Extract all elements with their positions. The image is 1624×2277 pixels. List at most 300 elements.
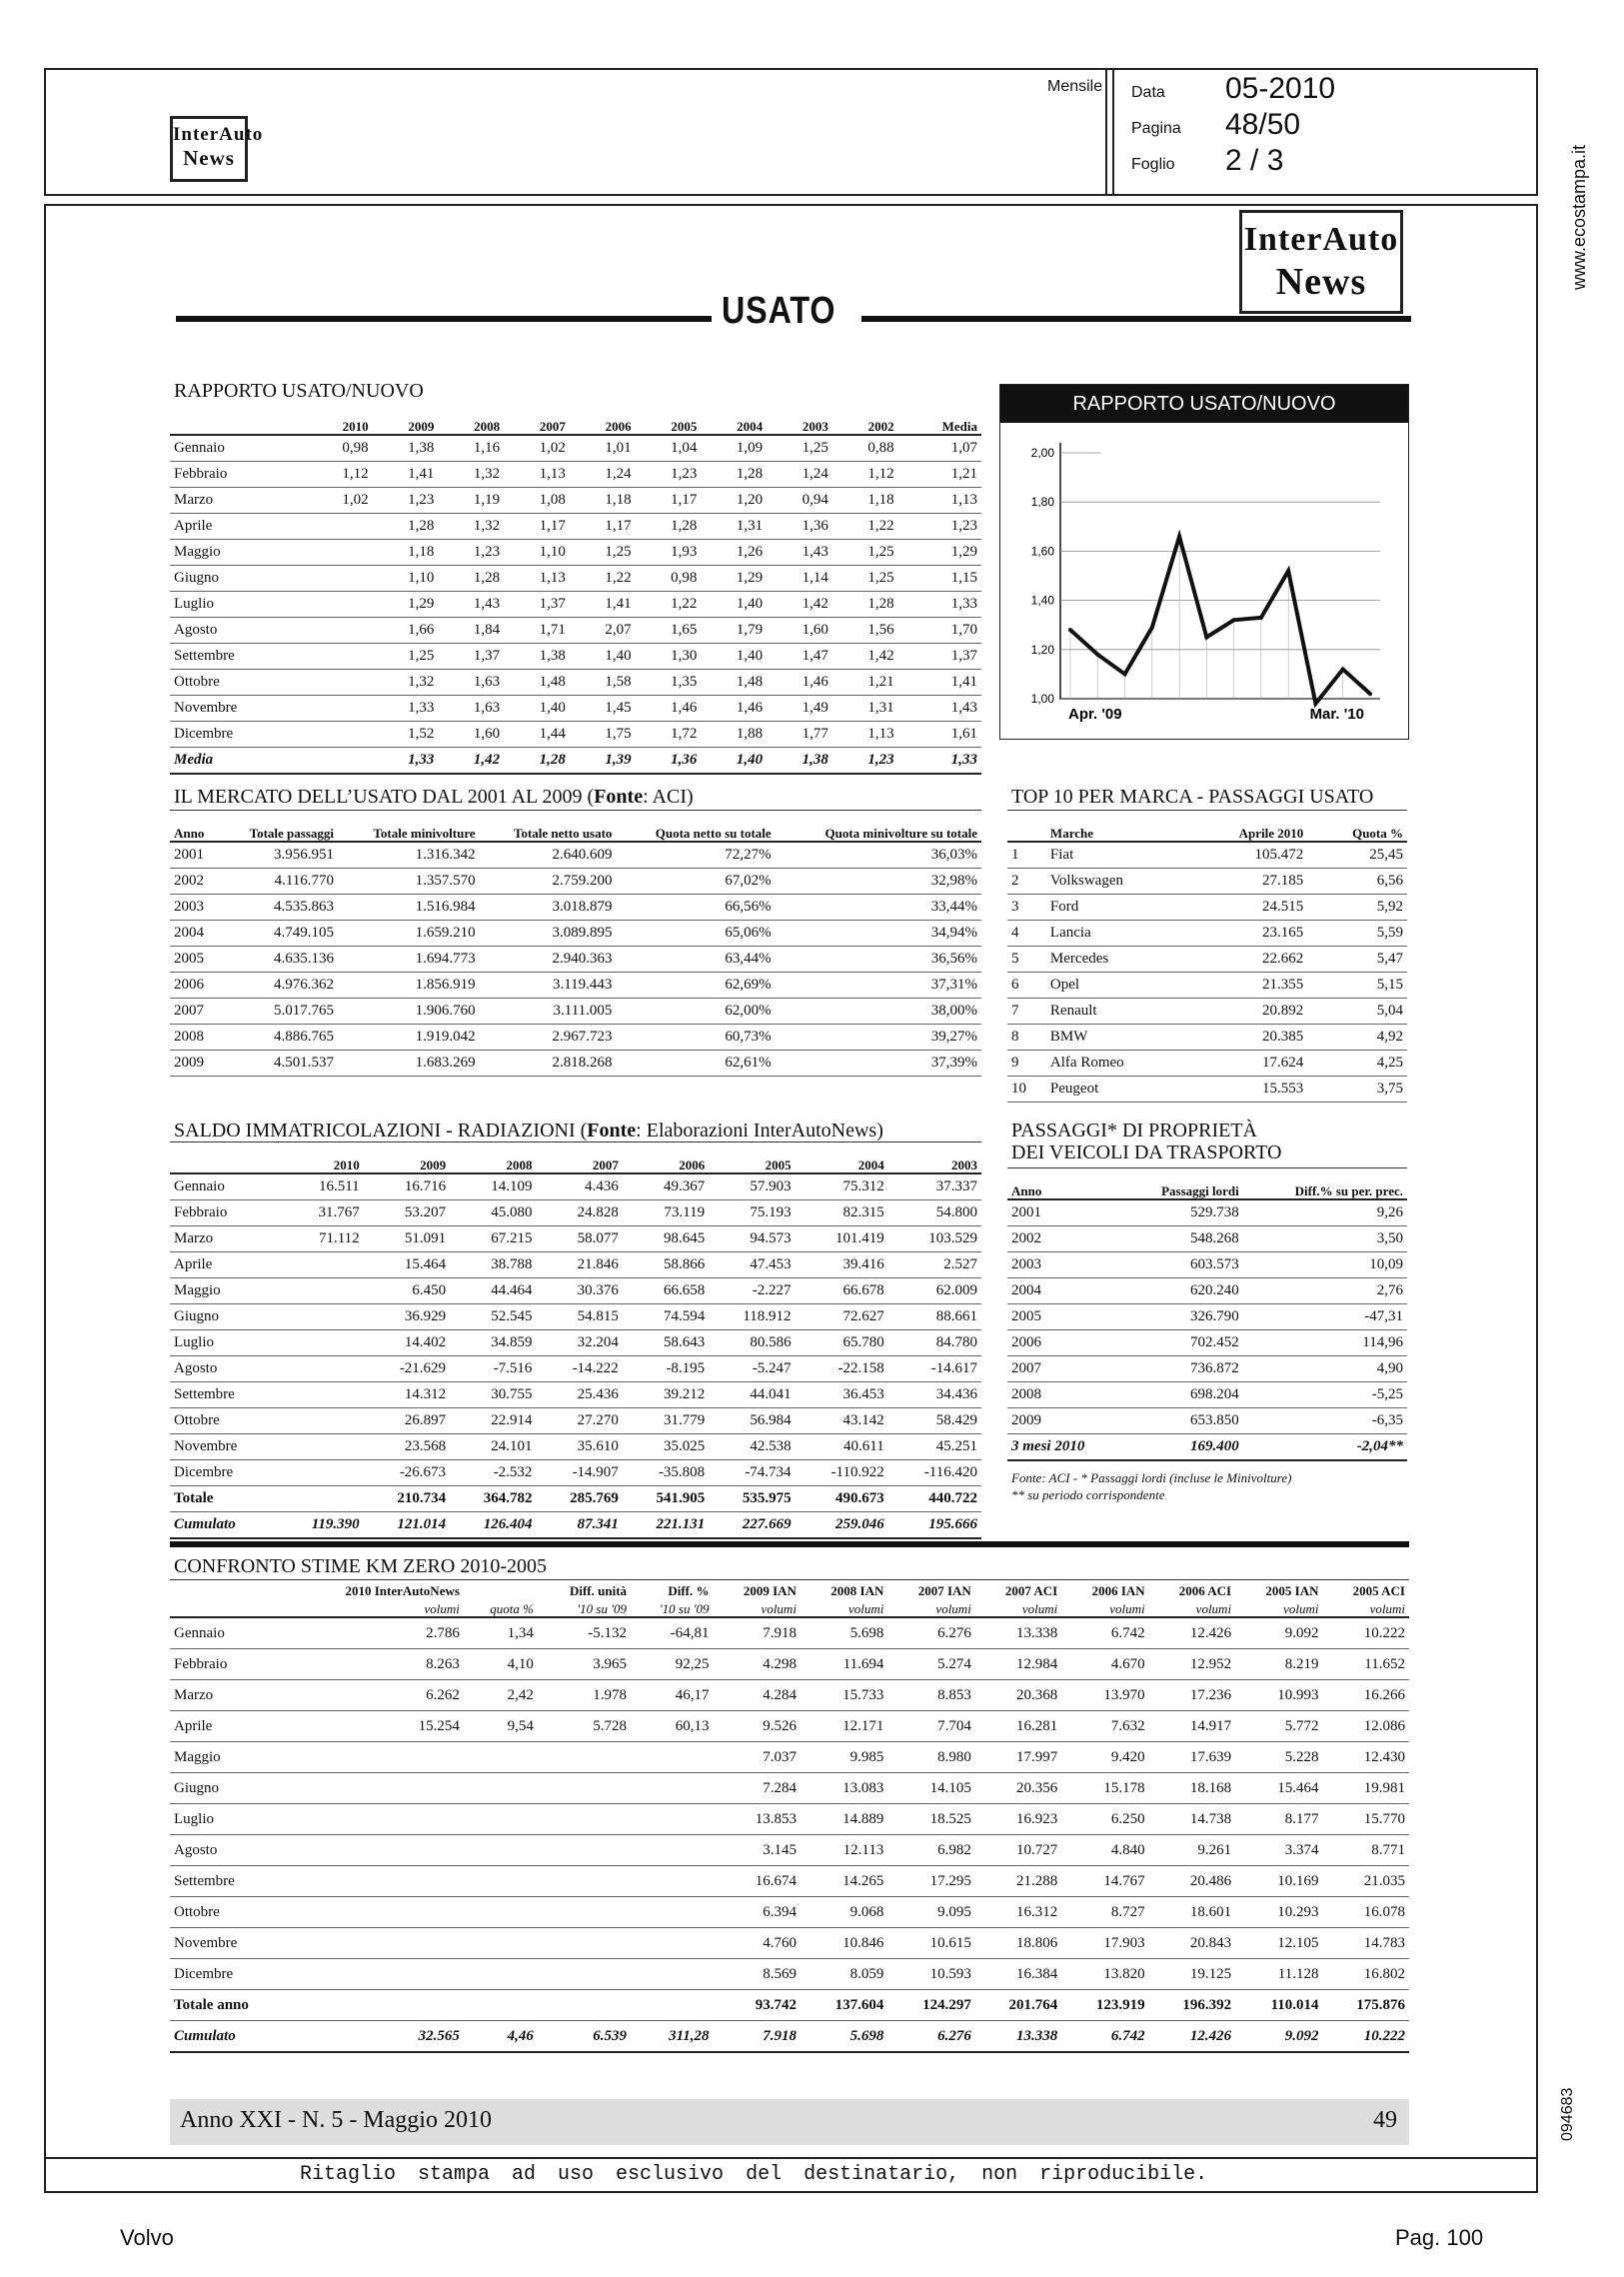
mercato-cell: 1.316.342: [338, 842, 480, 869]
saldo-cell: 14.109: [450, 1173, 536, 1200]
saldo-table: [170, 1141, 981, 1539]
mercato-cell: 2.759.200: [480, 869, 617, 895]
rapporto-cell: 1,40: [701, 644, 767, 670]
kmzero-sub-header-cell: '10 su '09: [631, 1598, 713, 1617]
kmzero-cell: 11.652: [1323, 1649, 1410, 1680]
top10-cell: 5,92: [1307, 895, 1407, 921]
top10-cell: 4,92: [1307, 1025, 1407, 1051]
mercato-cell: 1.357.570: [338, 869, 480, 895]
logo-large-line2: News: [1275, 261, 1367, 303]
kmzero-cell: 18.525: [887, 1804, 974, 1835]
rapporto-cell: 1,09: [701, 435, 767, 462]
passaggi-cell: 2008: [1007, 1382, 1122, 1408]
kmzero-cell: 20.843: [1149, 1928, 1235, 1959]
top10-cell: 9: [1007, 1051, 1046, 1077]
kmzero-total-row-cell: 196.392: [1149, 1990, 1235, 2021]
rapporto-cell: 1,47: [767, 644, 832, 670]
chart-point: [1286, 569, 1290, 573]
mercato-header-cell: Anno: [170, 811, 219, 843]
rapporto-row: [170, 644, 981, 670]
saldo-cumulato-row-cell: 227.669: [709, 1512, 795, 1539]
kmzero-cell: Settembre: [170, 1866, 289, 1897]
saldo-cell: 84.780: [888, 1330, 981, 1356]
kmzero-cell: 14.265: [801, 1866, 887, 1897]
rapporto-row: [170, 722, 981, 748]
mercato-row: [170, 869, 981, 895]
saldo-cell: 35.025: [623, 1434, 709, 1460]
date-value: 05-2010: [1225, 72, 1336, 105]
kmzero-cell: [538, 1928, 631, 1959]
rapporto-cell: 1,21: [898, 462, 981, 488]
title-rule-left: [176, 316, 712, 322]
kmzero-cell: 5.274: [887, 1649, 974, 1680]
saldo-title: SALDO IMMATRICOLAZIONI - RADIAZIONI (Fonte: Elaborazioni InterAutoNews): [174, 1120, 883, 1141]
saldo-cell: -2.227: [709, 1278, 795, 1304]
rapporto-cell: 1,29: [701, 566, 767, 592]
mercato-cell: 2006: [170, 973, 219, 999]
saldo-cell: 80.586: [709, 1330, 795, 1356]
saldo-cell: -21.629: [364, 1356, 450, 1382]
kmzero-cell: [464, 1928, 538, 1959]
rapporto-cell: 0,88: [832, 435, 898, 462]
kmzero-total-row-cell: 137.604: [801, 1990, 887, 2021]
saldo-cell: 14.402: [364, 1330, 450, 1356]
mercato-cell: 37,39%: [776, 1051, 981, 1077]
kmzero-cell: 9.095: [887, 1897, 974, 1928]
kmzero-row: [170, 1773, 1409, 1804]
kmzero-cumulato-row: [170, 2021, 1409, 2053]
chart-point: [1259, 616, 1263, 620]
kmzero-cell: [631, 1742, 713, 1773]
kmzero-top-header-cell: 2006 ACI: [1178, 1583, 1232, 1598]
rapporto-header-cell: 2006: [570, 404, 636, 435]
saldo-cell: 4.436: [536, 1173, 622, 1200]
kmzero-top-header-cell: 2007 ACI: [1004, 1583, 1058, 1598]
rapporto-cell: 1,72: [636, 722, 702, 748]
saldo-cell: 42.538: [709, 1434, 795, 1460]
saldo-cell: Febbraio: [170, 1200, 279, 1226]
top10-cell: 5,15: [1307, 973, 1407, 999]
mercato-cell: 3.018.879: [480, 895, 617, 921]
kmzero-cell: [289, 1773, 464, 1804]
kmzero-cell: 13.820: [1061, 1959, 1148, 1990]
rapporto-cell: 1,66: [373, 618, 439, 644]
saldo-cumulato-row-cell: 195.666: [888, 1512, 981, 1539]
rapporto-cell: 1,17: [570, 514, 636, 540]
rapporto-cell: 1,18: [570, 488, 636, 514]
kmzero-top-header-cell: [170, 1580, 289, 1599]
kmzero-cell: 8.177: [1235, 1804, 1322, 1835]
kmzero-cell: 8.980: [887, 1742, 974, 1773]
kmzero-cell: 4.670: [1061, 1649, 1148, 1680]
mercato-cell: 32,98%: [776, 869, 981, 895]
kmzero-cumulato-row-cell: 6.742: [1061, 2021, 1148, 2053]
saldo-total-row-cell: 490.673: [796, 1486, 888, 1512]
saldo-cell: 56.984: [709, 1408, 795, 1434]
rapporto-cell: 1,33: [898, 592, 981, 618]
kmzero-cell: 7.284: [714, 1773, 801, 1804]
saldo-cell: [279, 1460, 364, 1486]
rapporto-cell: 1,45: [570, 696, 636, 722]
kmzero-cell: [631, 1866, 713, 1897]
passaggi-header-cell: Anno: [1007, 1168, 1122, 1200]
rapporto-cell: 1,29: [898, 540, 981, 566]
kmzero-cell: [538, 1866, 631, 1897]
rapporto-cell: 1,23: [898, 514, 981, 540]
rapporto-chart: [999, 384, 1409, 740]
rapporto-cell: 1,88: [701, 722, 767, 748]
saldo-cumulato-row-cell: 221.131: [623, 1512, 709, 1539]
saldo-cell: -110.922: [796, 1460, 888, 1486]
top10-cell: 5,04: [1307, 999, 1407, 1025]
kmzero-cell: [289, 1959, 464, 1990]
saldo-cell: 21.846: [536, 1252, 622, 1278]
rapporto-cell: 0,98: [636, 566, 702, 592]
rapporto-cell: 1,26: [701, 540, 767, 566]
passaggi-cell: 702.452: [1122, 1330, 1243, 1356]
rapporto-cell: 1,38: [373, 435, 439, 462]
passaggi-cell: 698.204: [1122, 1382, 1243, 1408]
kmzero-cell: 5.728: [538, 1711, 631, 1742]
rapporto-cell: 1,23: [636, 462, 702, 488]
saldo-cell: 44.464: [450, 1278, 536, 1304]
saldo-cell: [279, 1356, 364, 1382]
saldo-cell: 37.337: [888, 1173, 981, 1200]
saldo-cell: Settembre: [170, 1382, 279, 1408]
kmzero-cell: [631, 1773, 713, 1804]
mercato-row: [170, 999, 981, 1025]
chart-x-tick-label: Apr. '09: [1068, 706, 1122, 723]
saldo-cell: [279, 1278, 364, 1304]
kmzero-total-row-cell: [289, 1990, 464, 2021]
passaggi-title-2: DEI VEICOLI DA TRASPORTO: [1011, 1141, 1282, 1163]
rapporto-header-cell: 2010: [307, 404, 373, 435]
kmzero-total-row-cell: 201.764: [975, 1990, 1061, 2021]
passaggi-cell: 653.850: [1122, 1408, 1243, 1434]
saldo-row: [170, 1408, 981, 1434]
rapporto-cell: 1,41: [373, 462, 439, 488]
saldo-row: [170, 1382, 981, 1408]
kmzero-table: [170, 1579, 1409, 2053]
kmzero-cell: Aprile: [170, 1711, 289, 1742]
mercato-cell: 2008: [170, 1025, 219, 1051]
saldo-cell: 58.429: [888, 1408, 981, 1434]
kmzero-row: [170, 1959, 1409, 1990]
kmzero-cell: [631, 1928, 713, 1959]
title-rule-right: [861, 316, 1411, 322]
kmzero-sub-header-cell: volumi: [975, 1598, 1061, 1617]
mercato-cell: 1.856.919: [338, 973, 480, 999]
chart-series-line: [1070, 537, 1370, 704]
rapporto-cell: 1,21: [832, 670, 898, 696]
kmzero-top-header-cell: 2008 IAN: [830, 1583, 884, 1598]
kmzero-cell: 16.281: [975, 1711, 1061, 1742]
rapporto-cell: 1,23: [438, 540, 504, 566]
passaggi-row: [1007, 1252, 1407, 1278]
rapporto-cell: 1,93: [636, 540, 702, 566]
rapporto-header-cell: 2008: [438, 404, 504, 435]
kmzero-cell: 46,17: [631, 1680, 713, 1711]
rapporto-cell: 1,77: [767, 722, 832, 748]
saldo-cell: -14.222: [536, 1356, 622, 1382]
rapporto-cell: [307, 696, 373, 722]
kmzero-cell: 21.288: [975, 1866, 1061, 1897]
kmzero-cell: [538, 1835, 631, 1866]
saldo-cell: -26.673: [364, 1460, 450, 1486]
passaggi-cell: 2006: [1007, 1330, 1122, 1356]
saldo-cell: 103.529: [888, 1226, 981, 1252]
kmzero-cell: 16.923: [975, 1804, 1061, 1835]
kmzero-total-row-cell: 93.742: [714, 1990, 801, 2021]
mercato-cell: 3.956.951: [219, 842, 338, 869]
saldo-cell: 22.914: [450, 1408, 536, 1434]
kmzero-row: [170, 1711, 1409, 1742]
mercato-cell: 3.089.895: [480, 921, 617, 947]
sheet-value: 2 / 3: [1225, 144, 1284, 177]
rapporto-cell: 1,41: [898, 670, 981, 696]
mercato-cell: 3.111.005: [480, 999, 617, 1025]
saldo-row: [170, 1200, 981, 1226]
saldo-cell: -7.516: [450, 1356, 536, 1382]
passaggi-3mesi-row-cell: -2,04**: [1243, 1434, 1407, 1461]
passaggi-row: [1007, 1226, 1407, 1252]
brand-label: Volvo: [120, 2225, 174, 2250]
kmzero-cell: 8.727: [1061, 1897, 1148, 1928]
kmzero-row: [170, 1866, 1409, 1897]
saldo-cell: 52.545: [450, 1304, 536, 1330]
rapporto-row: [170, 462, 981, 488]
kmzero-cell: 14.889: [801, 1804, 887, 1835]
rapporto-cell: 1,48: [701, 670, 767, 696]
rapporto-row: [170, 670, 981, 696]
saldo-cell: 72.627: [796, 1304, 888, 1330]
kmzero-row: [170, 1649, 1409, 1680]
saldo-cell: 24.828: [536, 1200, 622, 1226]
saldo-cell: 82.315: [796, 1200, 888, 1226]
kmzero-cell: [289, 1835, 464, 1866]
rapporto-cell: Novembre: [170, 696, 307, 722]
top10-row: [1007, 1025, 1407, 1051]
top10-row: [1007, 973, 1407, 999]
passaggi-cell: 2002: [1007, 1226, 1122, 1252]
rapporto-cell: 1,29: [373, 592, 439, 618]
rapporto-cell: 1,10: [373, 566, 439, 592]
rapporto-cell: 1,13: [898, 488, 981, 514]
kmzero-cell: [289, 1928, 464, 1959]
saldo-cell: 58.643: [623, 1330, 709, 1356]
saldo-cell: 16.716: [364, 1173, 450, 1200]
mercato-cell: 5.017.765: [219, 999, 338, 1025]
kmzero-cell: 20.356: [975, 1773, 1061, 1804]
kmzero-top-header-cell: Diff. %: [668, 1583, 710, 1598]
mercato-row: [170, 842, 981, 869]
mercato-cell: 4.501.537: [219, 1051, 338, 1077]
kmzero-cell: 18.601: [1149, 1897, 1235, 1928]
passaggi-cell: 736.872: [1122, 1356, 1243, 1382]
kmzero-cell: 13.338: [975, 1617, 1061, 1649]
rapporto-cell: 1,32: [438, 514, 504, 540]
saldo-row: [170, 1226, 981, 1252]
kmzero-cell: [538, 1804, 631, 1835]
kmzero-cell: 7.918: [714, 1617, 801, 1649]
rapporto-cell: 1,61: [898, 722, 981, 748]
saldo-cell: 39.212: [623, 1382, 709, 1408]
passaggi-3mesi-row-cell: 3 mesi 2010: [1007, 1434, 1122, 1461]
top10-cell: 6,56: [1307, 869, 1407, 895]
saldo-cell: -74.734: [709, 1460, 795, 1486]
kmzero-cell: 6.742: [1061, 1617, 1148, 1649]
saldo-cell: 30.755: [450, 1382, 536, 1408]
rapporto-cell: 1,17: [504, 514, 570, 540]
mercato-header-cell: Quota netto su totale: [616, 811, 775, 843]
kmzero-cell: [538, 1897, 631, 1928]
top10-row: [1007, 895, 1407, 921]
rapporto-cell: 1,25: [767, 435, 832, 462]
rapporto-media-row-cell: 1,28: [504, 748, 570, 775]
rapporto-cell: 1,31: [701, 514, 767, 540]
logo-line1: InterAuto: [173, 124, 264, 145]
rapporto-cell: 1,22: [832, 514, 898, 540]
saldo-cell: 57.903: [709, 1173, 795, 1200]
rapporto-cell: 1,28: [832, 592, 898, 618]
rapporto-cell: 1,44: [504, 722, 570, 748]
kmzero-cell: 7.632: [1061, 1711, 1148, 1742]
saldo-cell: 75.312: [796, 1173, 888, 1200]
top10-cell: 3: [1007, 895, 1046, 921]
saldo-cell: -14.617: [888, 1356, 981, 1382]
rapporto-cell: 1,25: [373, 644, 439, 670]
kmzero-cumulato-row-cell: 9.092: [1235, 2021, 1322, 2053]
rapporto-cell: 1,58: [570, 670, 636, 696]
top10-cell: 24.515: [1184, 895, 1307, 921]
saldo-cell: 27.270: [536, 1408, 622, 1434]
rapporto-media-row-cell: 1,39: [570, 748, 636, 775]
top10-cell: Fiat: [1046, 842, 1184, 869]
clipping-code: 094683: [1559, 2087, 1576, 2141]
saldo-total-row-cell: 535.975: [709, 1486, 795, 1512]
rapporto-cell: [307, 592, 373, 618]
rapporto-cell: 1,63: [438, 670, 504, 696]
passaggi-row: [1007, 1382, 1407, 1408]
kmzero-cell: [464, 1773, 538, 1804]
kmzero-cell: 10.593: [887, 1959, 974, 1990]
top10-cell: 105.472: [1184, 842, 1307, 869]
mercato-cell: 2002: [170, 869, 219, 895]
kmzero-cell: 8.771: [1323, 1835, 1410, 1866]
passaggi-cell: -5,25: [1243, 1382, 1407, 1408]
mercato-cell: 39,27%: [776, 1025, 981, 1051]
kmzero-sub-header-cell: volumi: [289, 1598, 464, 1617]
sheet-label: Foglio: [1131, 156, 1175, 173]
kmzero-cell: 5.772: [1235, 1711, 1322, 1742]
rapporto-title: RAPPORTO USATO/NUOVO: [174, 380, 424, 402]
kmzero-cumulato-row-cell: 4,46: [464, 2021, 538, 2053]
saldo-cell: 47.453: [709, 1252, 795, 1278]
ecostampa-site: www.ecostampa.it: [1569, 144, 1589, 290]
mercato-cell: 2007: [170, 999, 219, 1025]
chart-point: [1341, 667, 1345, 671]
kmzero-cell: 14.917: [1149, 1711, 1235, 1742]
rapporto-cell: 1,70: [898, 618, 981, 644]
top10-cell: BMW: [1046, 1025, 1184, 1051]
chart-x-tick-label: Mar. '10: [1309, 706, 1364, 723]
chart-point: [1177, 535, 1181, 539]
kmzero-sub-header-cell: '10 su '09: [538, 1598, 631, 1617]
rapporto-cell: 0,94: [767, 488, 832, 514]
mercato-cell: 2001: [170, 842, 219, 869]
mercato-cell: 4.535.863: [219, 895, 338, 921]
kmzero-total-row-cell: 110.014: [1235, 1990, 1322, 2021]
passaggi-cell: -47,31: [1243, 1304, 1407, 1330]
kmzero-cell: 8.059: [801, 1959, 887, 1990]
saldo-cell: 15.464: [364, 1252, 450, 1278]
rapporto-cell: 1,35: [636, 670, 702, 696]
top10-title: TOP 10 PER MARCA - PASSAGGI USATO: [1011, 786, 1374, 808]
rapporto-cell: 1,43: [767, 540, 832, 566]
top10-table: [1007, 810, 1407, 1103]
kmzero-cell: 9.985: [801, 1742, 887, 1773]
rapporto-cell: [307, 722, 373, 748]
saldo-cell: Dicembre: [170, 1460, 279, 1486]
passaggi-cell: 2004: [1007, 1278, 1122, 1304]
rapporto-cell: 1,32: [373, 670, 439, 696]
kmzero-cell: 7.704: [887, 1711, 974, 1742]
mercato-row: [170, 973, 981, 999]
saldo-cell: 58.866: [623, 1252, 709, 1278]
passaggi-cell: 2009: [1007, 1408, 1122, 1434]
chart-y-tick-label: 1,60: [1030, 544, 1054, 559]
kmzero-cell: 8.853: [887, 1680, 974, 1711]
kmzero-top-header-cell: [464, 1580, 538, 1599]
kmzero-cell: 16.674: [714, 1866, 801, 1897]
rapporto-cell: 1,28: [701, 462, 767, 488]
saldo-cell: -8.195: [623, 1356, 709, 1382]
kmzero-cell: [464, 1742, 538, 1773]
kmzero-top-header-cell: Diff. unità: [569, 1583, 628, 1598]
section-title: USATO: [722, 290, 836, 332]
kmzero-cell: [289, 1897, 464, 1928]
chart-y-tick-label: 2,00: [1030, 446, 1054, 460]
saldo-total-row-cell: 440.722: [888, 1486, 981, 1512]
chart-point: [1150, 626, 1154, 630]
issue-band: [170, 2099, 1409, 2145]
saldo-cell: 36.453: [796, 1382, 888, 1408]
top10-cell: 27.185: [1184, 869, 1307, 895]
saldo-cell: [279, 1434, 364, 1460]
saldo-cell: 94.573: [709, 1226, 795, 1252]
rapporto-header-cell: Media: [898, 404, 981, 435]
kmzero-cell: 10.615: [887, 1928, 974, 1959]
rapporto-cell: 1,40: [570, 644, 636, 670]
saldo-cell: 34.859: [450, 1330, 536, 1356]
passaggi-table: [1007, 1167, 1407, 1461]
kmzero-cell: 12.105: [1235, 1928, 1322, 1959]
header-divider: [1105, 70, 1114, 194]
kmzero-row: [170, 1928, 1409, 1959]
passaggi-notes: [1011, 1469, 1291, 1503]
saldo-cell: -2.532: [450, 1460, 536, 1486]
top10-cell: Opel: [1046, 973, 1184, 999]
saldo-cell: 45.251: [888, 1434, 981, 1460]
kmzero-cell: [289, 1804, 464, 1835]
rapporto-media-row-cell: 1,33: [898, 748, 981, 775]
saldo-header-cell: [170, 1142, 279, 1174]
saldo-cell: 49.367: [623, 1173, 709, 1200]
kmzero-cell: [289, 1866, 464, 1897]
logo-large-line1: InterAuto: [1243, 221, 1399, 258]
kmzero-cell: 9.068: [801, 1897, 887, 1928]
passaggi-note-1: Fonte: ACI - * Passaggi lordi (incluse le Minivolture): [1011, 1470, 1292, 1485]
